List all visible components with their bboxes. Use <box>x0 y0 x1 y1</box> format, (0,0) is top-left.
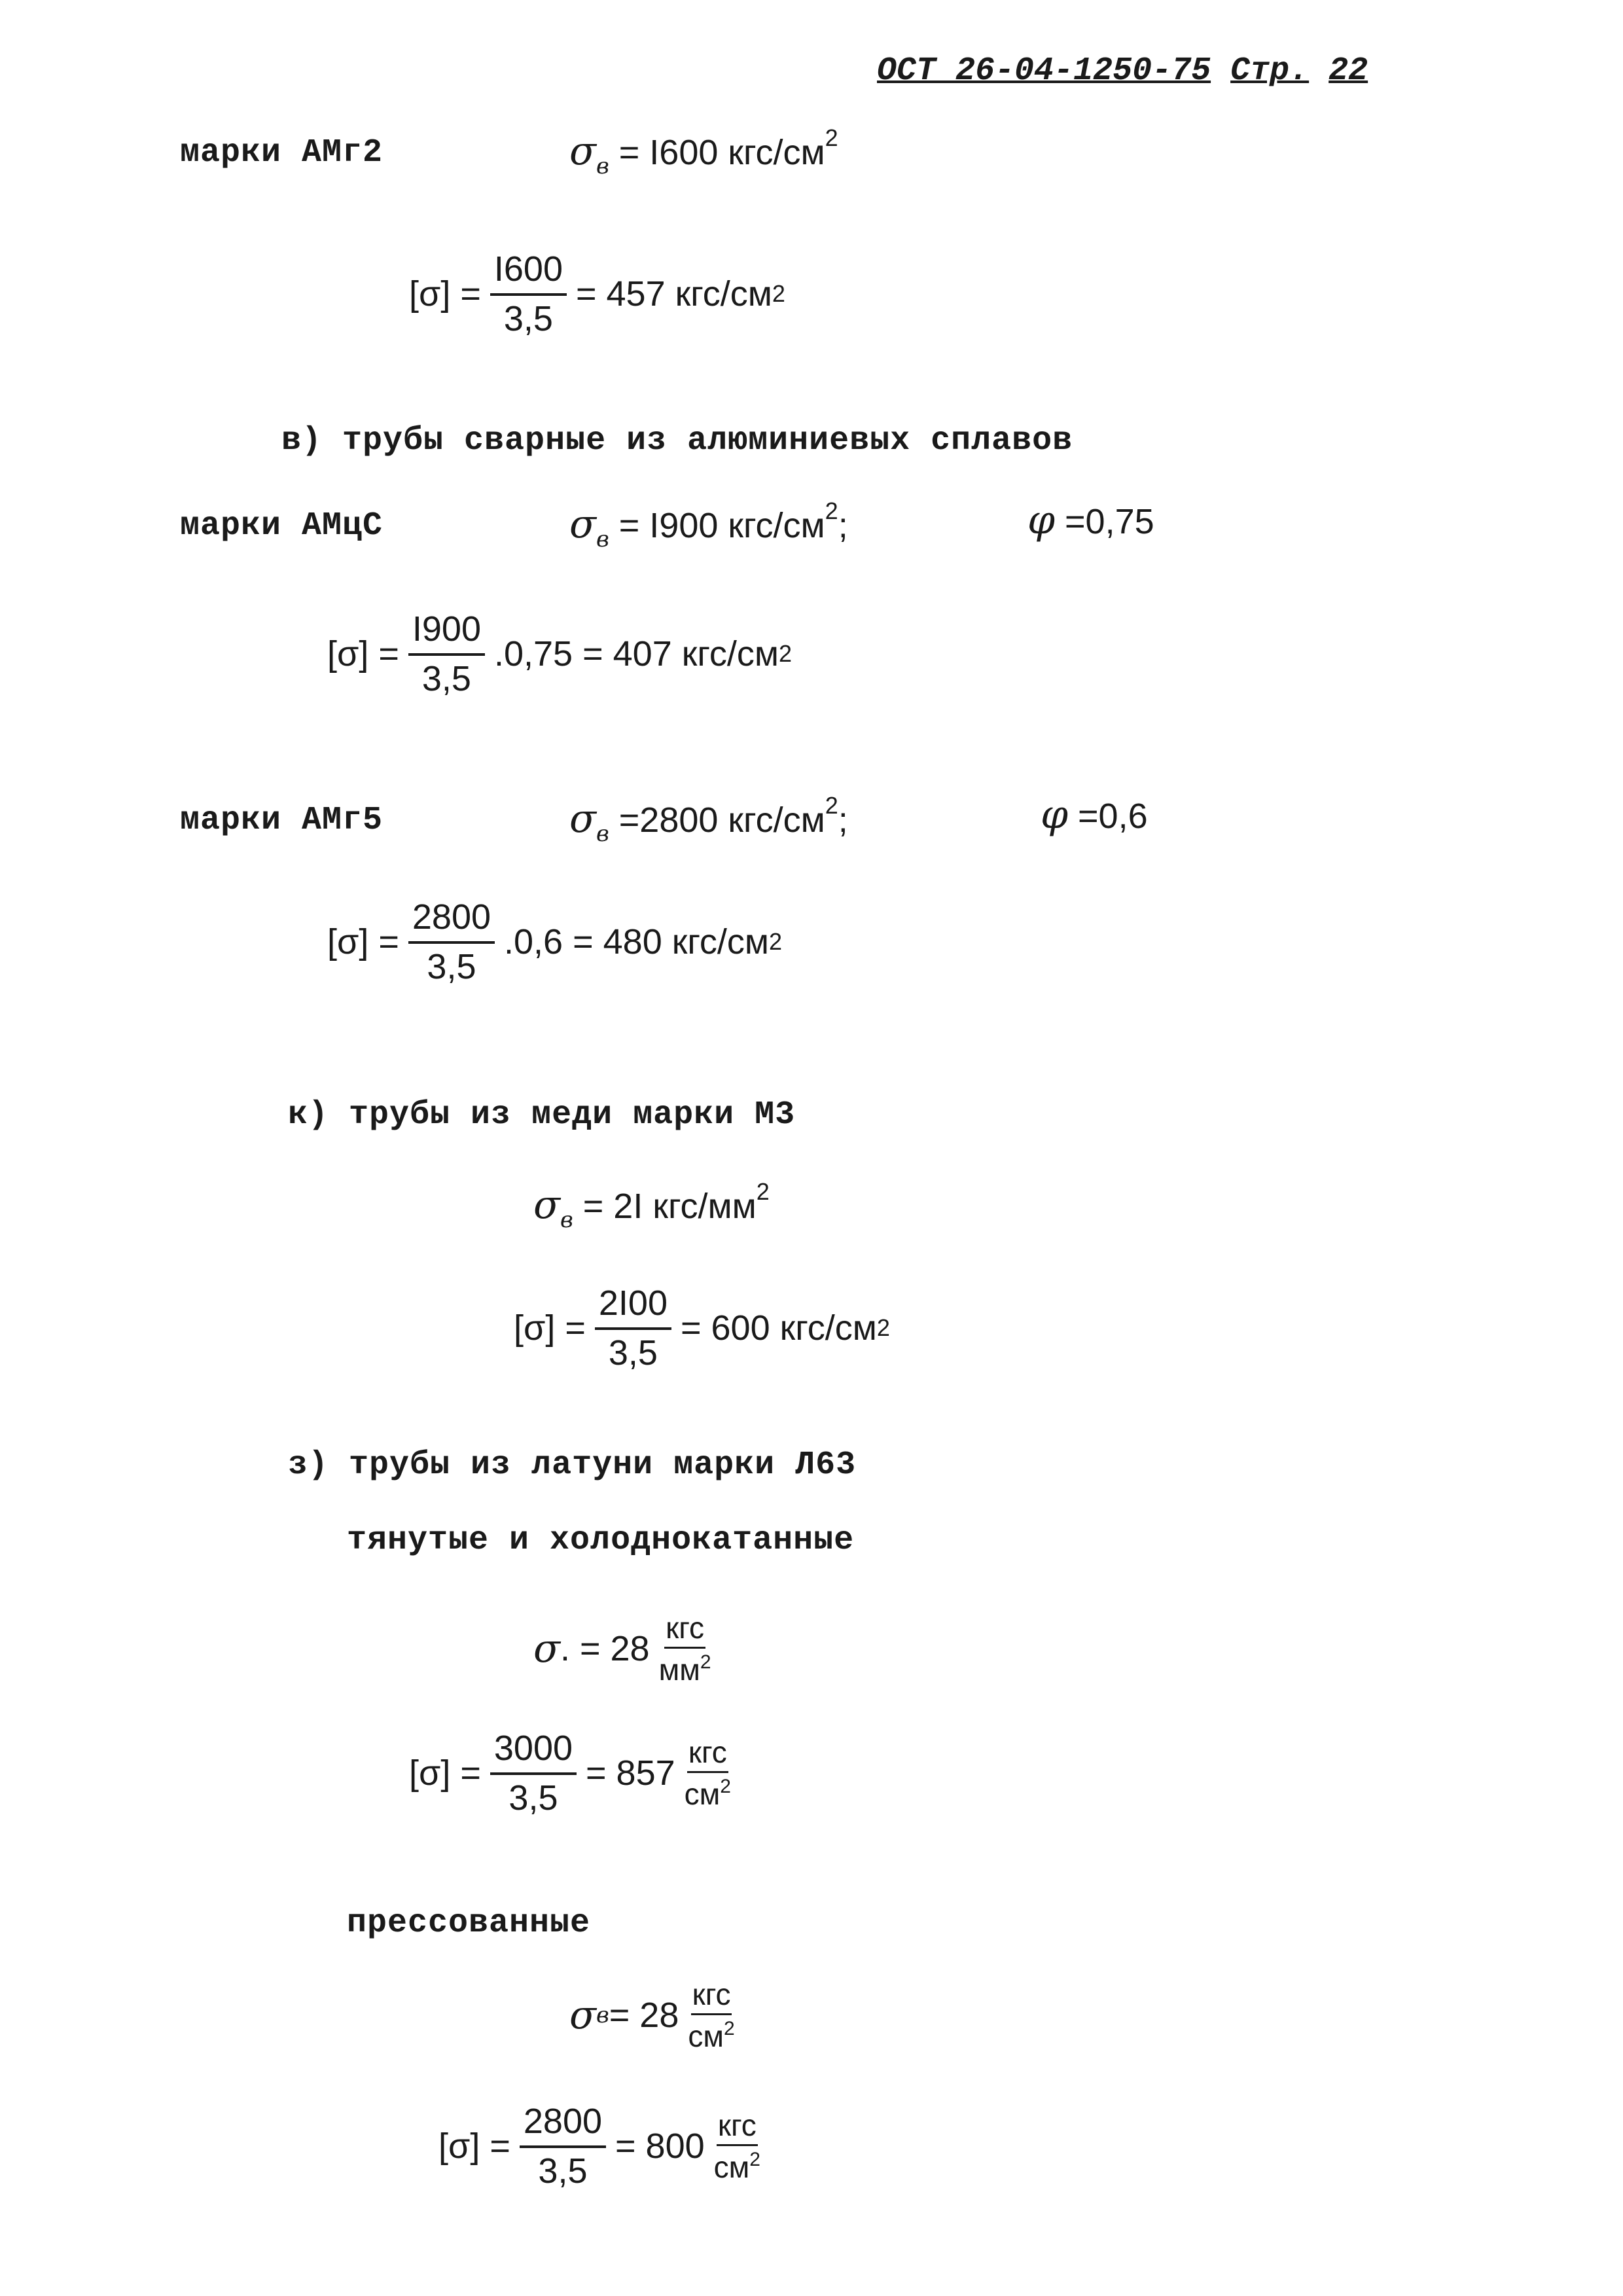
grade-label-amcs: марки АМцС <box>180 507 383 545</box>
tensile-strength-brass-pressed: σ в = 28 $\frac{\text{кгс}}{см^2}$ <box>569 1977 735 2053</box>
fraction: $\frac{I900}{3,5}$ <box>408 609 485 699</box>
tensile-strength-brass-drawn: σ . = 28 $\frac{\text{кгс}}{мм^2}$ <box>533 1611 711 1687</box>
fraction: $\frac{I600}{3,5}$ <box>490 249 567 339</box>
tensile-strength-amg5: $\sigma_в =2800$ кгс/$см^2$; <box>569 792 848 847</box>
unit-fraction: $\frac{\text{кгс}}{см^2}$ <box>688 1977 735 2053</box>
item-z-brass-tubes: з) трубы из латуни марки Л63 <box>288 1446 857 1484</box>
item-v-welded-aluminium-tubes: в) трубы сварные из алюминиевых сплавов <box>281 422 1073 459</box>
page-number: 22 <box>1329 52 1368 90</box>
allowable-stress-copper: [σ] = $\frac{2I00}{3,5}$ = 600 кгс/см 2 <box>514 1283 890 1372</box>
grade-label-amg5: марки АМг5 <box>180 802 383 839</box>
fraction: $\frac{2I00}{3,5}$ <box>595 1283 671 1373</box>
unit-fraction: $\frac{\text{кгс}}{см^2}$ <box>684 1735 731 1811</box>
weld-coefficient-amg5: φ =0,6 <box>1041 792 1148 838</box>
fraction: $\frac{3000}{3,5}$ <box>490 1728 577 1818</box>
allowable-stress-brass-drawn: [σ] = $\frac{3000}{3,5}$ = 857 $\frac{\text{кгс}}{см^2}$ <box>409 1729 731 1818</box>
fraction: $\frac{2800}{3,5}$ <box>408 897 495 987</box>
item-k-copper-tubes: к) трубы из меди марки М3 <box>288 1096 796 1134</box>
weld-coefficient-amcs: φ =0,75 <box>1027 497 1154 543</box>
unit-fraction: $\frac{\text{кгс}}{см^2}$ <box>713 2108 760 2184</box>
allowable-stress-brass-pressed: [σ] = $\frac{2800}{3,5}$ = 800 $\frac{\text{кгс}}{см^2}$ <box>438 2102 760 2191</box>
fraction: $\frac{2800}{3,5}$ <box>520 2101 606 2191</box>
page-label: Стр. <box>1230 52 1310 90</box>
tensile-strength-copper: $\sigma_в = 2I$ кгс/$мм^2$ <box>533 1178 770 1233</box>
tensile-strength-amg2: $\sigma_в = I600$ кгс/$см^2$ <box>569 124 838 179</box>
grade-label-amg2: марки АМг2 <box>180 134 383 171</box>
allowable-stress-amg2: [σ] = $\frac{I600}{3,5}$ = 457 кгс/см 2 <box>409 249 785 338</box>
document-code: ОСТ 26-04-1250-75 <box>877 52 1211 90</box>
allowable-stress-amg5: [σ] = $\frac{2800}{3,5}$ .0,6 = 480 кгс/см 2 <box>327 897 783 986</box>
tensile-strength-amcs: $\sigma_в = I900$ кгс/$см^2$; <box>569 497 848 552</box>
unit-fraction: $\frac{\text{кгс}}{мм^2}$ <box>658 1611 711 1687</box>
subitem-drawn-cold-rolled: тянутые и холоднокатанные <box>347 1522 855 1559</box>
allowable-stress-amcs: [σ] = $\frac{I900}{3,5}$ .0,75 = 407 кгс/см 2 <box>327 609 793 698</box>
subitem-pressed: прессованные <box>347 1905 591 1942</box>
page-header <box>877 52 1368 90</box>
